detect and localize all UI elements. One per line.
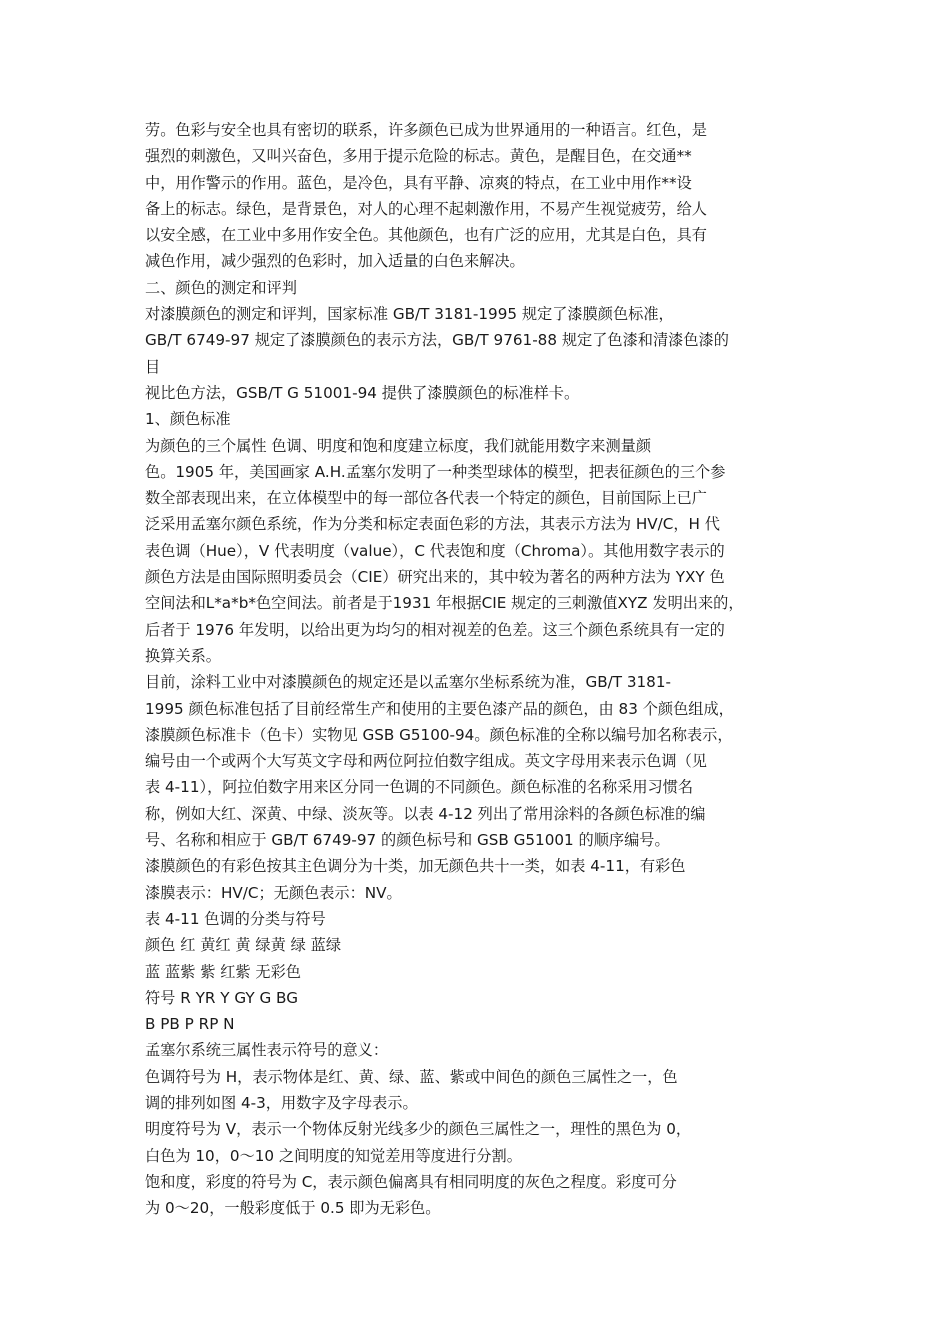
text-line: 漆膜颜色的有彩色按其主色调分为十类，加无颜色共十一类，如表 4-11，有彩色 xyxy=(145,857,686,876)
text-line: GB/T 6749-97 规定了漆膜颜色的表示方法，GB/T 9761-88 规定了色漆和清漆色漆的 xyxy=(145,331,729,350)
text-line: 颜色方法是由国际照明委员会（CIE）研究出来的，其中较为著名的两种方法为 YXY 色 xyxy=(145,568,725,587)
text-line: 对漆膜颜色的测定和评判，国家标准 GB/T 3181-1995 规定了漆膜颜色标准， xyxy=(145,305,674,324)
text-line: 色。1905 年，美国画家 A.H.孟塞尔发明了一种类型球体的模型，把表征颜色的三个参 xyxy=(145,462,726,481)
subsection-heading: 1、颜色标准 xyxy=(145,410,231,429)
text-line: 为 0～20，一般彩度低于 0.5 即为无彩色。 xyxy=(145,1199,441,1218)
text-line: 为颜色的三个属性 色调、明度和饱和度建立标度，我们就能用数字来测量颜 xyxy=(145,436,652,455)
text-line: 编号由一个或两个大写英文字母和两位阿拉伯数字组成。英文字母用来表示色调（见 xyxy=(145,752,707,771)
table-row: B PB P RP N xyxy=(145,1015,235,1034)
text-line: 数全部表现出来，在立体模型中的每一部位各代表一个特定的颜色，目前国际上已广 xyxy=(145,489,707,508)
text-line: 调的排列如图 4-3，用数字及字母表示。 xyxy=(145,1093,418,1112)
text-line: 称，例如大红、深黄、中绿、淡灰等。以表 4-12 列出了常用涂料的各颜色标准的编 xyxy=(145,804,706,823)
text-line: 明度符号为 V，表示一个物体反射光线多少的颜色三属性之一，理性的黑色为 0， xyxy=(145,1120,692,1139)
text-line: 孟塞尔系统三属性表示符号的意义： xyxy=(145,1041,388,1060)
text-line: 目前，涂料工业中对漆膜颜色的规定还是以孟塞尔坐标系统为准，GB/T 3181- xyxy=(145,673,671,692)
text-line: 漆膜颜色标准卡（色卡）实物见 GSB G5100-94。颜色标准的全称以编号加名称表示， xyxy=(145,725,733,744)
section-heading: 二、颜色的测定和评判 xyxy=(145,278,297,297)
text-line: 劳。色彩与安全也具有密切的联系，许多颜色已成为世界通用的一种语言。红色，是 xyxy=(145,121,707,139)
table-row: 颜色 红 黄红 黄 绿黄 绿 蓝绿 xyxy=(145,936,342,955)
text-line: 漆膜表示：HV/C；无颜色表示：NV。 xyxy=(145,883,402,902)
text-line: 备上的标志。绿色，是背景色，对人的心理不起刺激作用，不易产生视觉疲劳，给人 xyxy=(145,199,707,218)
table-row: 符号 R YR Y GY G BG xyxy=(145,988,298,1007)
text-line: 中，用作警示的作用。蓝色，是冷色，具有平静、凉爽的特点，在工业中用作**设 xyxy=(145,173,692,192)
text-line: 后者于 1976 年发明，以给出更为均匀的相对视差的色差。这三个颜色系统具有一定的 xyxy=(145,620,725,639)
text-line: 号、名称和相应于 GB/T 6749-97 的颜色标号和 GSB G51001 的顺序编号。 xyxy=(145,831,670,850)
text-line: 白色为 10，0～10 之间明度的知觉差用等度进行分割。 xyxy=(145,1146,522,1165)
text-line: 空间法和L*a*b*色空间法。前者是于1931 年根据CIE 规定的三刺激值XYZ 发明出来的， xyxy=(145,594,744,613)
text-line: 减色作用，减少强烈的色彩时，加入适量的白色来解决。 xyxy=(145,252,525,271)
table-row: 蓝 蓝紫 紫 红紫 无彩色 xyxy=(145,962,301,981)
text-line: 强烈的刺激色，又叫兴奋色，多用于提示危险的标志。黄色，是醒目色，在交通** xyxy=(145,147,692,166)
document-body xyxy=(145,117,825,1221)
text-line: 饱和度，彩度的符号为 C，表示颜色偏离具有相同明度的灰色之程度。彩度可分 xyxy=(145,1172,677,1191)
text-line: 以安全感，在工业中多用作安全色。其他颜色，也有广泛的应用，尤其是白色，具有 xyxy=(145,226,707,245)
text-line: 视比色方法，GSB/T G 51001-94 提供了漆膜颜色的标准样卡。 xyxy=(145,383,580,402)
text-line: 色调符号为 H，表示物体是红、黄、绿、蓝、紫或中间色的颜色三属性之一，色 xyxy=(145,1067,678,1086)
text-line: 表 4-11），阿拉伯数字用来区分同一色调的不同颜色。颜色标准的名称采用习惯名 xyxy=(145,778,694,797)
text-line: 目 xyxy=(145,357,161,376)
text-line: 表色调（Hue），V 代表明度（value），C 代表饱和度（Chroma）。其他用数字表示的 xyxy=(145,541,725,560)
text-line: 换算关系。 xyxy=(145,646,221,665)
table-caption: 表 4-11 色调的分类与符号 xyxy=(145,909,326,928)
text-line: 泛采用孟塞尔颜色系统，作为分类和标定表面色彩的方法，其表示方法为 HV/C，H 代 xyxy=(145,515,720,534)
text-line: 1995 颜色标准包括了目前经常生产和使用的主要色漆产品的颜色，由 83 个颜色组成， xyxy=(145,699,734,718)
